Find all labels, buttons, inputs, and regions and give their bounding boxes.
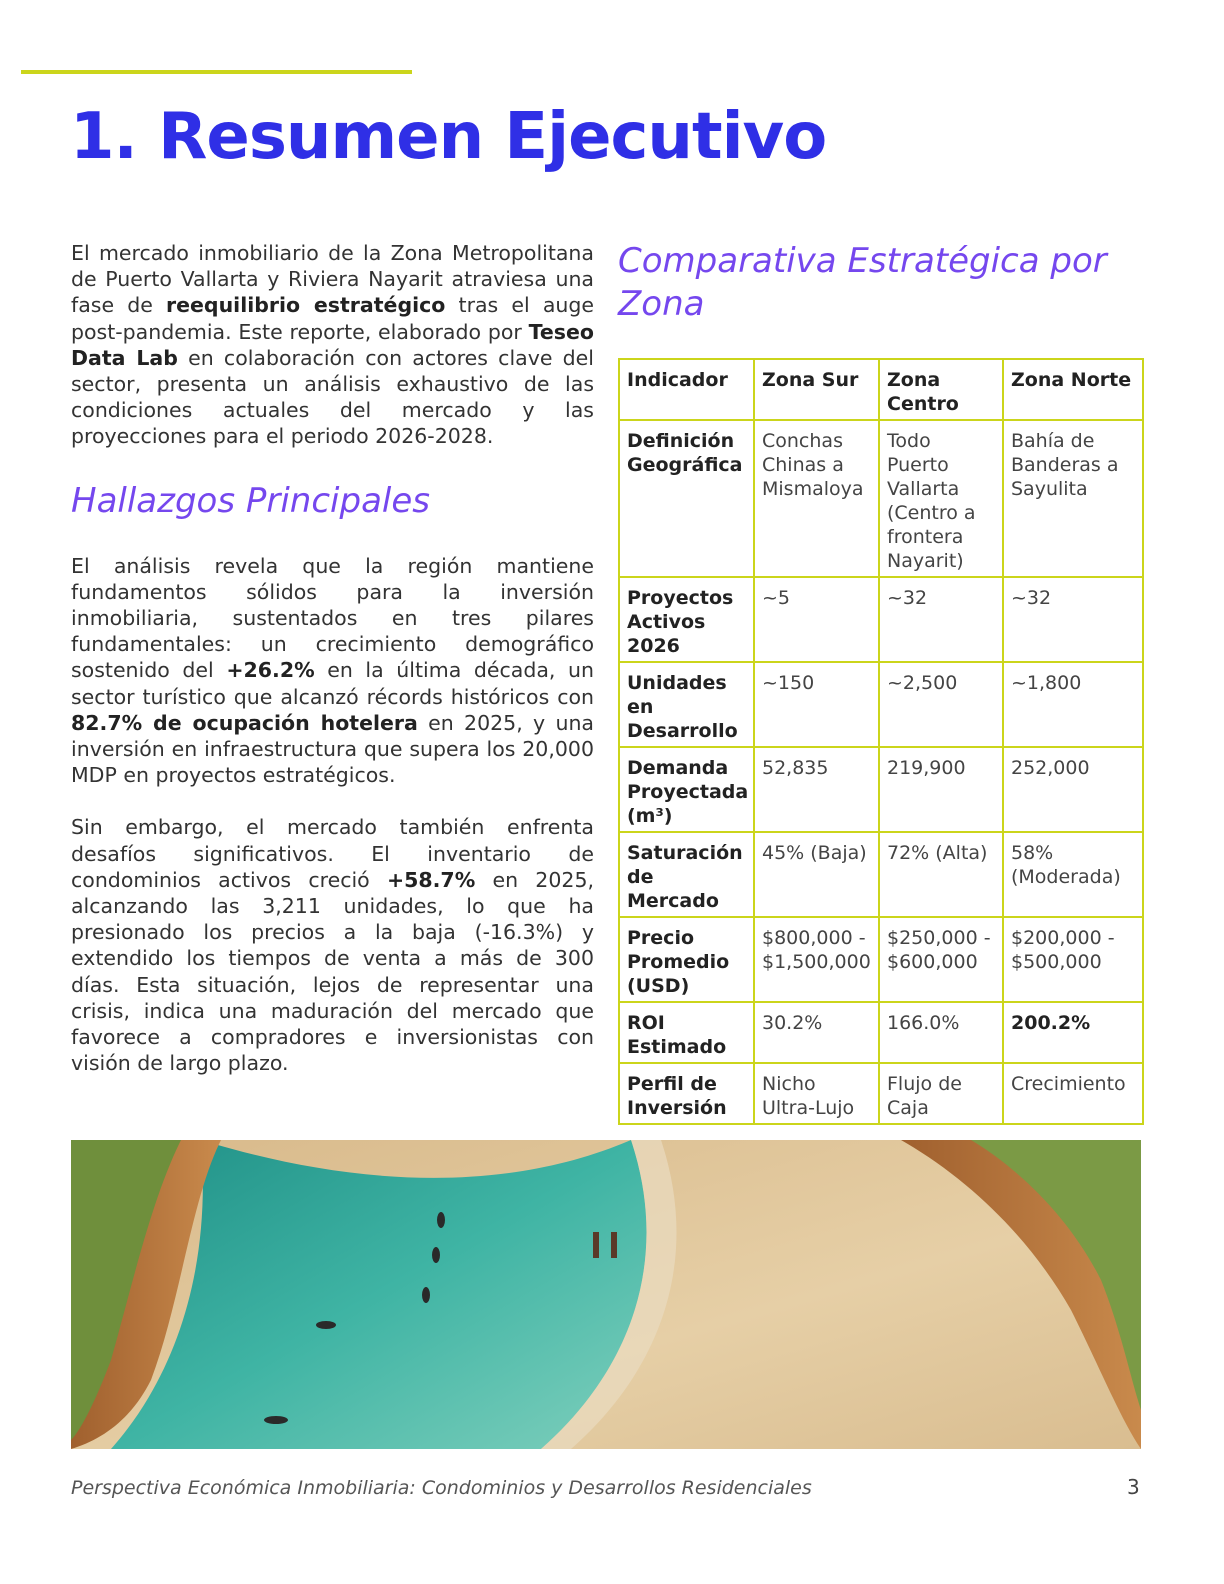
- table-cell: 30.2%: [754, 1002, 879, 1063]
- column-header: Indicador: [619, 359, 754, 420]
- zone-comparison-table: [618, 358, 1144, 1125]
- table-cell: 252,000: [1003, 747, 1143, 832]
- table-cell: Nicho Ultra-Lujo: [754, 1063, 879, 1124]
- table-row: [619, 577, 1143, 662]
- beach-cove-illustration: [71, 1140, 1141, 1449]
- table-cell: $200,000 - $500,000: [1003, 917, 1143, 1002]
- row-header: Precio Promedio (USD): [619, 917, 754, 1002]
- table-cell: Todo Puerto Vallarta (Centro a frontera Nayarit): [879, 420, 1003, 577]
- table-row: [619, 1063, 1143, 1124]
- table-cell: 72% (Alta): [879, 832, 1003, 917]
- table-cell: Bahía de Banderas a Sayulita: [1003, 420, 1143, 577]
- beach-cove-photo: [71, 1140, 1141, 1449]
- table-cell: 200.2%: [1003, 1002, 1143, 1063]
- emphasis-text: reequilibrio estratégico: [165, 293, 446, 318]
- table-cell: ~1,800: [1003, 662, 1143, 747]
- table-cell: ~32: [879, 577, 1003, 662]
- intro-paragraph: [71, 240, 594, 450]
- table-cell: 166.0%: [879, 1002, 1003, 1063]
- table-cell: ~32: [1003, 577, 1143, 662]
- emphasis-text: 82.7% de ocupación hotelera: [71, 710, 418, 735]
- text-run: en 2025, alcanzando las 3,211 unidades, lo que ha presionado los precios a la baja (-16.3%) y extendido los tiempos de venta a más de 300 días. Esta situación, lejos de representar una crisis, indica una maduración del mercado que favorece a compradores e inversionistas con visión de largo plazo.: [71, 867, 594, 1076]
- comparison-heading: Comparativa Estratégica por Zona: [618, 241, 1107, 324]
- row-header: Unidades en Desarrollo: [619, 662, 754, 747]
- page-title: 1. Resumen Ejecutivo: [70, 100, 827, 174]
- page-number: 3: [1127, 1475, 1140, 1499]
- column-header: Zona Centro: [879, 359, 1003, 420]
- footer-text: Perspectiva Económica Inmobiliaria: Condominios y Desarrollos Residenciales: [71, 1477, 812, 1499]
- table-cell: Conchas Chinas a Mismaloya: [754, 420, 879, 577]
- table-row: [619, 832, 1143, 917]
- row-header: Perfil de Inversión: [619, 1063, 754, 1124]
- row-header: ROI Estimado: [619, 1002, 754, 1063]
- table-cell: ~2,500: [879, 662, 1003, 747]
- row-header: Definición Geográfica: [619, 420, 754, 577]
- table-cell: 52,835: [754, 747, 879, 832]
- text-run: El mercado inmobiliario de la Zona Metropolitana de Puerto Vallarta y Riviera Nayarit atraviesa una fase de: [71, 241, 594, 318]
- table-header-row: [619, 359, 1143, 420]
- table-row: [619, 420, 1143, 577]
- findings-heading: Hallazgos Principales: [71, 480, 430, 521]
- right-column: [618, 240, 1142, 1125]
- table-cell: Crecimiento: [1003, 1063, 1143, 1124]
- table-cell: $800,000 - $1,500,000: [754, 917, 879, 1002]
- text-run: en la última década, un sector turístico que alcanzó récords históricos con: [71, 658, 594, 709]
- text-run: en colaboración con actores clave del sector, presenta un análisis exhaustivo de las condiciones actuales del mercado y las proyecciones para el periodo 2026-2028.: [71, 345, 594, 449]
- emphasis-text: +58.7%: [386, 867, 476, 892]
- row-header: Proyectos Activos 2026: [619, 577, 754, 662]
- findings-paragraph-2: [71, 814, 594, 1076]
- table-cell: 58% (Moderada): [1003, 832, 1143, 917]
- text-run: El análisis revela que la región mantiene fundamentos sólidos para la inversión inmobiliaria, sustentados en tres pilares fundamentales: un crecimiento demográfico sostenido del: [71, 553, 594, 683]
- findings-paragraph-1: [71, 553, 594, 789]
- table-cell: Flujo de Caja: [879, 1063, 1003, 1124]
- table-cell: 45% (Baja): [754, 832, 879, 917]
- table-row: [619, 662, 1143, 747]
- table-cell: ~150: [754, 662, 879, 747]
- table-row: [619, 747, 1143, 832]
- column-header: Zona Norte: [1003, 359, 1143, 420]
- column-header: Zona Sur: [754, 359, 879, 420]
- row-header: Demanda Proyectada (m³): [619, 747, 754, 832]
- table-row: [619, 1002, 1143, 1063]
- text-run: en 2025, y una inversión en infraestructura que supera los 20,000 MDP en proyectos estratégicos.: [71, 710, 594, 788]
- table-cell: 219,900: [879, 747, 1003, 832]
- emphasis-text: Teseo Data Lab: [71, 319, 594, 370]
- table-row: [619, 917, 1143, 1002]
- accent-rule: [21, 70, 412, 74]
- text-run: tras el auge post-pandemia. Este reporte, elaborado por: [71, 293, 594, 344]
- table-cell: ~5: [754, 577, 879, 662]
- text-run: Sin embargo, el mercado también enfrenta desafíos significativos. El inventario de condominios activos creció: [71, 815, 594, 892]
- table-cell: $250,000 - $600,000: [879, 917, 1003, 1002]
- emphasis-text: +26.2%: [226, 658, 315, 683]
- row-header: Saturación de Mercado: [619, 832, 754, 917]
- left-column: [71, 240, 594, 1076]
